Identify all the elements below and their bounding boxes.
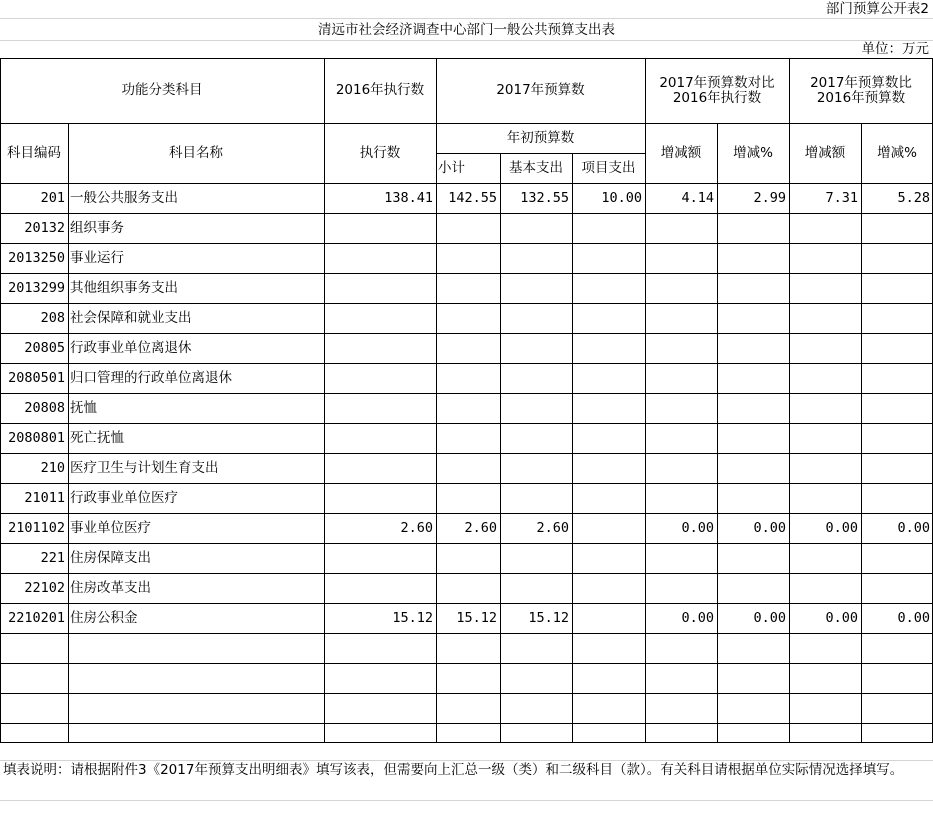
unit-label: 单位：万元 [861, 40, 929, 57]
cell-project[interactable] [572, 693, 645, 723]
cell-diff1[interactable] [645, 663, 717, 693]
cell-code[interactable] [0, 633, 68, 663]
cell-diff1[interactable] [645, 303, 717, 333]
cell-project[interactable] [572, 513, 645, 543]
header-inc-pct-b: 增减% [877, 144, 917, 161]
cell-code[interactable]: 2080501 [8, 369, 65, 386]
cell-diff2[interactable] [789, 273, 861, 303]
cell-project[interactable] [572, 303, 645, 333]
header-cmp-budget-2016: 2017年预算数比2016年预算数 [810, 74, 912, 106]
cell-basic[interactable] [500, 363, 572, 393]
cell-basic[interactable] [500, 693, 572, 723]
cell-exec[interactable] [324, 393, 436, 423]
cell-name[interactable]: 一般公共服务支出 [70, 189, 178, 206]
cell-project[interactable] [572, 573, 645, 603]
cell-diff2[interactable] [789, 363, 861, 393]
cell-pct2[interactable]: 5.28 [897, 189, 930, 206]
table-border [0, 742, 933, 743]
cell-basic[interactable]: 132.55 [520, 189, 569, 206]
cell-diff1[interactable] [645, 483, 717, 513]
cell-name[interactable]: 医疗卫生与计划生育支出 [70, 459, 219, 476]
cell-subtotal[interactable] [436, 483, 500, 513]
cell-code[interactable]: 21011 [24, 489, 65, 506]
cell-pct1[interactable]: 0.00 [753, 519, 786, 536]
cell-pct1[interactable] [717, 273, 789, 303]
cell-basic[interactable] [500, 543, 572, 573]
cell-code[interactable]: 2101102 [8, 519, 65, 536]
cell-exec[interactable] [324, 423, 436, 453]
cell-name[interactable]: 组织事务 [70, 219, 124, 236]
cell-basic[interactable] [500, 273, 572, 303]
cell-pct1[interactable] [717, 423, 789, 453]
cell-diff1[interactable] [645, 453, 717, 483]
cell-name[interactable]: 住房公积金 [70, 609, 138, 626]
cell-name[interactable]: 归口管理的行政单位离退休 [70, 369, 232, 386]
header-subject-name: 科目名称 [169, 144, 223, 161]
cell-project[interactable] [572, 423, 645, 453]
cell-basic[interactable] [500, 303, 572, 333]
cell-diff1[interactable]: 4.14 [681, 189, 714, 206]
cell-diff2[interactable]: 0.00 [825, 609, 858, 626]
cell-name[interactable]: 住房保障支出 [70, 549, 151, 566]
cell-project[interactable] [572, 393, 645, 423]
header-inc-amount-a: 增减额 [660, 144, 702, 161]
cell-name[interactable]: 死亡抚恤 [70, 429, 124, 446]
cell-exec[interactable] [324, 303, 436, 333]
cell-project[interactable] [572, 603, 645, 633]
cell-pct2[interactable] [861, 633, 933, 663]
header-budget-2017: 2017年预算数 [496, 82, 585, 98]
cell-pct1[interactable]: 0.00 [753, 609, 786, 626]
cell-basic[interactable] [500, 663, 572, 693]
cell-basic[interactable] [500, 243, 572, 273]
cell-code[interactable]: 20808 [24, 399, 65, 416]
cell-name[interactable]: 抚恤 [70, 399, 97, 416]
cell-subtotal[interactable] [436, 363, 500, 393]
cell-name[interactable]: 行政事业单位医疗 [70, 489, 178, 506]
cell-exec[interactable] [324, 273, 436, 303]
cell-exec[interactable] [324, 243, 436, 273]
cell-name[interactable]: 事业单位医疗 [70, 519, 151, 536]
cell-subtotal[interactable] [436, 573, 500, 603]
cell-diff1[interactable] [645, 213, 717, 243]
footnote: 填表说明：请根据附件3《2017年预算支出明细表》填写该表，但需要向上汇总一级（类）和二级科目（款）。有关科目请根据单位实际情况选择填写。 [3, 762, 904, 778]
cell-diff2[interactable]: 0.00 [825, 519, 858, 536]
cell-subtotal[interactable] [436, 633, 500, 663]
cell-basic[interactable] [500, 573, 572, 603]
cell-project[interactable] [572, 633, 645, 663]
cell-subtotal[interactable] [436, 273, 500, 303]
cell-diff2[interactable] [789, 333, 861, 363]
cell-exec[interactable] [324, 333, 436, 363]
cell-subtotal[interactable] [436, 423, 500, 453]
cell-subtotal[interactable] [436, 243, 500, 273]
cell-name[interactable]: 其他组织事务支出 [70, 279, 178, 296]
table-border [0, 723, 933, 724]
cell-diff1[interactable] [645, 543, 717, 573]
cell-basic[interactable]: 15.12 [528, 609, 569, 626]
cell-exec[interactable] [324, 213, 436, 243]
cell-diff2[interactable] [789, 573, 861, 603]
cell-diff1[interactable]: 0.00 [681, 609, 714, 626]
cell-subtotal[interactable] [436, 453, 500, 483]
cell-basic[interactable] [500, 393, 572, 423]
cell-basic[interactable] [500, 213, 572, 243]
cell-pct2[interactable] [861, 393, 933, 423]
cell-pct2[interactable] [861, 213, 933, 243]
cell-name[interactable]: 住房改革支出 [70, 579, 151, 596]
cell-code[interactable]: 2080801 [8, 429, 65, 446]
cell-name[interactable]: 社会保障和就业支出 [70, 309, 192, 326]
cell-pct2[interactable]: 0.00 [897, 609, 930, 626]
cell-diff2[interactable] [789, 393, 861, 423]
cell-pct1[interactable] [717, 663, 789, 693]
cell-pct1[interactable]: 2.99 [753, 189, 786, 206]
cell-pct1[interactable] [717, 483, 789, 513]
cell-code[interactable] [0, 663, 68, 693]
cell-basic[interactable] [500, 483, 572, 513]
cell-subtotal[interactable] [436, 543, 500, 573]
cell-diff2[interactable] [789, 423, 861, 453]
cell-project[interactable] [572, 333, 645, 363]
cell-diff2[interactable] [789, 693, 861, 723]
cell-code[interactable] [0, 693, 68, 723]
cell-diff2[interactable] [789, 303, 861, 333]
cell-project[interactable] [572, 213, 645, 243]
cell-subtotal[interactable]: 2.60 [464, 519, 497, 536]
cell-diff2[interactable] [789, 543, 861, 573]
header-project-exp: 项目支出 [581, 159, 636, 176]
cell-diff2[interactable] [789, 663, 861, 693]
sheet-gridline [0, 800, 933, 801]
cell-pct1[interactable] [717, 693, 789, 723]
cell-diff1[interactable]: 0.00 [681, 519, 714, 536]
cell-pct2[interactable] [861, 663, 933, 693]
cell-project[interactable] [572, 243, 645, 273]
cell-exec[interactable] [324, 663, 436, 693]
cell-project[interactable] [572, 663, 645, 693]
cell-diff2[interactable]: 7.31 [825, 189, 858, 206]
cell-pct1[interactable] [717, 393, 789, 423]
header-initial-budget: 年初预算数 [506, 129, 575, 146]
cell-pct1[interactable] [717, 573, 789, 603]
cell-code[interactable]: 210 [40, 459, 65, 476]
header-basic-exp: 基本支出 [509, 159, 563, 176]
cell-pct2[interactable] [861, 453, 933, 483]
cell-pct2[interactable] [861, 543, 933, 573]
header-func-subject: 功能分类科目 [121, 82, 203, 98]
cell-code[interactable]: 2013250 [8, 249, 65, 266]
cell-pct1[interactable] [717, 363, 789, 393]
cell-name[interactable]: 行政事业单位离退休 [70, 339, 192, 356]
cell-pct1[interactable] [717, 633, 789, 663]
header-exec-2016: 2016年执行数 [335, 82, 425, 98]
cell-subtotal[interactable]: 15.12 [456, 609, 497, 626]
cell-subtotal[interactable] [436, 213, 500, 243]
cell-name[interactable]: 事业运行 [70, 249, 124, 266]
cell-basic[interactable] [500, 453, 572, 483]
cell-project[interactable]: 10.00 [601, 189, 642, 206]
cell-subtotal[interactable] [436, 693, 500, 723]
cell-subtotal[interactable] [436, 333, 500, 363]
cell-code[interactable]: 201 [40, 189, 65, 206]
cell-exec[interactable]: 2.60 [400, 519, 433, 536]
cell-exec[interactable]: 15.12 [392, 609, 433, 626]
cell-exec[interactable] [324, 693, 436, 723]
cell-code[interactable]: 20805 [24, 339, 65, 356]
cell-project[interactable] [572, 363, 645, 393]
cell-exec[interactable] [324, 363, 436, 393]
cell-pct2[interactable] [861, 303, 933, 333]
header-cmp-exec-2016: 2017年预算数对比2016年执行数 [659, 74, 775, 106]
cell-diff1[interactable] [645, 393, 717, 423]
cell-project[interactable] [572, 543, 645, 573]
cell-pct2[interactable] [861, 363, 933, 393]
cell-subtotal[interactable]: 142.55 [448, 189, 497, 206]
cell-project[interactable] [572, 483, 645, 513]
cell-pct2[interactable] [861, 423, 933, 453]
cell-basic[interactable] [500, 423, 572, 453]
cell-pct2[interactable] [861, 573, 933, 603]
cell-code[interactable]: 2013299 [8, 279, 65, 296]
cell-project[interactable] [572, 273, 645, 303]
cell-diff1[interactable] [645, 573, 717, 603]
cell-diff2[interactable] [789, 633, 861, 663]
cell-code[interactable]: 22102 [24, 579, 65, 596]
cell-exec[interactable] [324, 483, 436, 513]
cell-subtotal[interactable] [436, 393, 500, 423]
header-inc-pct-a: 增减% [733, 144, 773, 161]
cell-pct2[interactable] [861, 693, 933, 723]
cell-code[interactable]: 208 [40, 309, 65, 326]
cell-name[interactable] [68, 693, 324, 723]
header-exec: 执行数 [359, 144, 401, 161]
cell-basic[interactable] [500, 633, 572, 663]
header-subtotal: 小计 [438, 159, 465, 176]
cell-project[interactable] [572, 453, 645, 483]
cell-pct1[interactable] [717, 243, 789, 273]
cell-pct1[interactable] [717, 453, 789, 483]
cell-diff1[interactable] [645, 243, 717, 273]
cell-diff2[interactable] [789, 453, 861, 483]
cell-pct1[interactable] [717, 213, 789, 243]
cell-pct1[interactable] [717, 303, 789, 333]
cell-pct2[interactable] [861, 333, 933, 363]
header-inc-amount-b: 增减额 [804, 144, 846, 161]
cell-code[interactable]: 2210201 [8, 609, 65, 626]
header-subject-code: 科目编码 [7, 144, 61, 161]
cell-diff2[interactable] [789, 243, 861, 273]
cell-basic[interactable]: 2.60 [536, 519, 569, 536]
cell-pct2[interactable]: 0.00 [897, 519, 930, 536]
cell-subtotal[interactable] [436, 663, 500, 693]
cell-exec[interactable]: 138.41 [384, 189, 433, 206]
cell-diff1[interactable] [645, 633, 717, 663]
cell-name[interactable] [68, 633, 324, 663]
cell-exec[interactable] [324, 453, 436, 483]
cell-name[interactable] [68, 663, 324, 693]
cell-diff1[interactable] [645, 363, 717, 393]
cell-code[interactable]: 20132 [24, 219, 65, 236]
cell-pct1[interactable] [717, 543, 789, 573]
cell-subtotal[interactable] [436, 303, 500, 333]
cell-basic[interactable] [500, 333, 572, 363]
cell-pct2[interactable] [861, 243, 933, 273]
table-number: 部门预算公开表2 [825, 0, 929, 17]
cell-diff1[interactable] [645, 333, 717, 363]
table-title: 清远市社会经济调查中心部门一般公共预算支出表 [318, 21, 615, 38]
cell-pct2[interactable] [861, 483, 933, 513]
cell-pct1[interactable] [717, 333, 789, 363]
cell-diff1[interactable] [645, 273, 717, 303]
cell-diff2[interactable] [789, 213, 861, 243]
cell-pct2[interactable] [861, 273, 933, 303]
cell-exec[interactable] [324, 543, 436, 573]
cell-diff1[interactable] [645, 693, 717, 723]
cell-diff2[interactable] [789, 483, 861, 513]
cell-exec[interactable] [324, 633, 436, 663]
cell-diff1[interactable] [645, 423, 717, 453]
cell-code[interactable]: 221 [40, 549, 65, 566]
cell-exec[interactable] [324, 573, 436, 603]
